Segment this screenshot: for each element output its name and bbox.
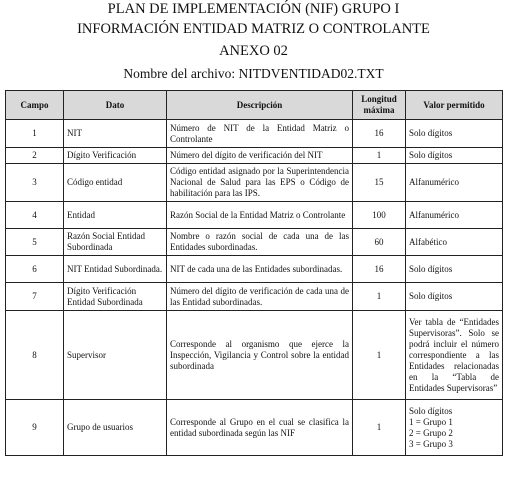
cell-descripcion: Número del dígito de verificación de cada una de las Entidad subordinadas. bbox=[167, 283, 353, 311]
valor-line: Solo dígitos bbox=[409, 405, 453, 416]
cell-campo: 5 bbox=[6, 229, 64, 256]
table-header-row bbox=[6, 91, 503, 120]
table-row bbox=[6, 283, 503, 311]
cell-descripcion: NIT de cada una de las Entidades subordinadas. bbox=[167, 256, 353, 283]
cell-campo: 7 bbox=[6, 283, 64, 311]
cell-dato: Razón Social Entidad Subordinada bbox=[64, 229, 167, 256]
cell-valor: Alfabético bbox=[406, 229, 503, 256]
header-dato: Dato bbox=[64, 91, 167, 120]
cell-valor: Alfanumérico bbox=[406, 202, 503, 229]
header-longitud: Longitud máxima bbox=[353, 91, 406, 120]
header-valor: Valor permitido bbox=[406, 91, 503, 120]
header-descripcion: Descripción bbox=[167, 91, 353, 120]
cell-dato: NIT bbox=[64, 120, 167, 148]
cell-dato: Supervisor bbox=[64, 311, 167, 400]
cell-valor: Alfanumérico bbox=[406, 164, 503, 202]
table-row bbox=[6, 202, 503, 229]
cell-campo: 8 bbox=[6, 311, 64, 400]
cell-campo: 1 bbox=[6, 120, 64, 148]
cell-valor: Solo dígitos bbox=[406, 283, 503, 311]
cell-descripcion: Nombre o razón social de cada una de las Entidades subordinadas. bbox=[167, 229, 353, 256]
cell-campo: 9 bbox=[6, 400, 64, 456]
cell-valor: Ver tabla de “Entidades Supervisoras”. Solo se podrá incluir el número correspondiente a las Entidades relacionadas en la “Tabla de Entidades Supervisoras” bbox=[406, 311, 503, 400]
cell-campo: 4 bbox=[6, 202, 64, 229]
cell-longitud: 1 bbox=[353, 148, 406, 164]
cell-longitud: 60 bbox=[353, 229, 406, 256]
file-name-label: Nombre del archivo: NITDVENTIDAD02.TXT bbox=[123, 66, 384, 81]
cell-valor bbox=[406, 400, 503, 456]
valor-line: 1 = Grupo 1 bbox=[409, 416, 453, 427]
cell-longitud: 100 bbox=[353, 202, 406, 229]
table-row bbox=[6, 229, 503, 256]
cell-longitud: 1 bbox=[353, 283, 406, 311]
cell-dato: NIT Entidad Subordinada. bbox=[64, 256, 167, 283]
field-spec-table bbox=[5, 90, 503, 456]
cell-longitud: 16 bbox=[353, 120, 406, 148]
cell-valor: Solo dígitos bbox=[406, 120, 503, 148]
annex-label: ANEXO 02 bbox=[219, 43, 288, 59]
document-subtitle: INFORMACIÓN ENTIDAD MATRIZ O CONTROLANTE bbox=[77, 21, 430, 37]
table-row bbox=[6, 256, 503, 283]
table-row bbox=[6, 311, 503, 400]
valor-line: 3 = Grupo 3 bbox=[409, 438, 453, 449]
cell-longitud: 1 bbox=[353, 311, 406, 400]
document-title: PLAN DE IMPLEMENTACIÓN (NIF) GRUPO I bbox=[107, 1, 400, 17]
cell-descripcion: Razón Social de la Entidad Matriz o Controlante bbox=[167, 202, 353, 229]
cell-campo: 6 bbox=[6, 256, 64, 283]
cell-dato: Código entidad bbox=[64, 164, 167, 202]
cell-longitud: 16 bbox=[353, 256, 406, 283]
cell-longitud: 15 bbox=[353, 164, 406, 202]
cell-descripcion: Corresponde al Grupo en el cual se clasifica la entidad subordinada según las NIF bbox=[167, 400, 353, 456]
cell-descripcion: Número del dígito de verificación del NIT bbox=[167, 148, 353, 164]
cell-descripcion: Corresponde al organismo que ejerce la Inspección, Vigilancia y Control sobre la entidad subordinada bbox=[167, 311, 353, 400]
cell-dato: Dígito Verificación bbox=[64, 148, 167, 164]
cell-valor: Solo dígitos bbox=[406, 256, 503, 283]
cell-descripcion: Código entidad asignado por la Superintendencia Nacional de Salud para las EPS o Código de habilitación para las IPS. bbox=[167, 164, 353, 202]
table-row bbox=[6, 120, 503, 148]
cell-campo: 3 bbox=[6, 164, 64, 202]
table-row bbox=[6, 148, 503, 164]
header-campo: Campo bbox=[6, 91, 64, 120]
cell-dato: Entidad bbox=[64, 202, 167, 229]
cell-campo: 2 bbox=[6, 148, 64, 164]
cell-longitud: 1 bbox=[353, 400, 406, 456]
cell-dato: Grupo de usuarios bbox=[64, 400, 167, 456]
table-row bbox=[6, 400, 503, 456]
valor-line: 2 = Grupo 2 bbox=[409, 427, 453, 438]
table-row bbox=[6, 164, 503, 202]
cell-valor: Solo dígitos bbox=[406, 148, 503, 164]
cell-dato: Dígito Verificación Entidad Subordinada bbox=[64, 283, 167, 311]
cell-descripcion: Número de NIT de la Entidad Matriz o Controlante bbox=[167, 120, 353, 148]
